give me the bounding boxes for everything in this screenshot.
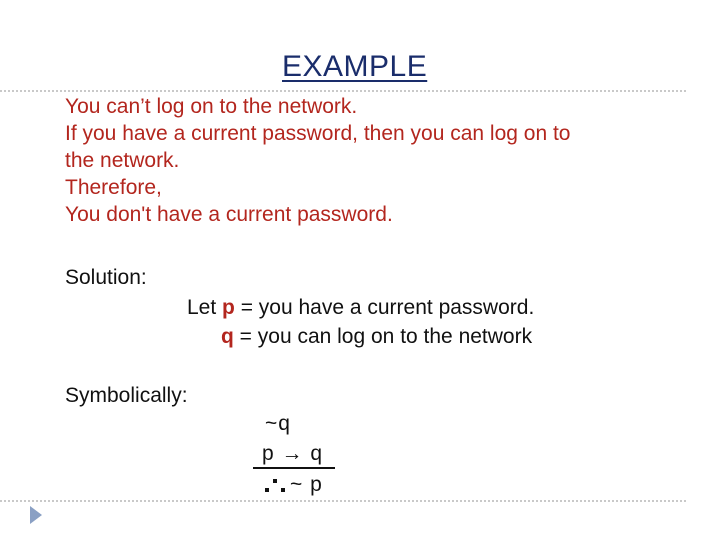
definition-let: Let [187,296,223,319]
variable-q: q [221,325,234,348]
triangle-right-icon [30,506,42,524]
argument-line: Therefore, [65,176,162,199]
conclusion-not-p: ~ p [290,473,323,496]
variable-p: p [222,296,235,319]
argument-block [65,93,665,228]
inference-line [253,467,335,469]
symbolic-label: Symbolically: [65,384,188,407]
therefore-icon [263,478,287,494]
premise-not-q: ~q [265,412,291,435]
title-divider [0,90,686,92]
solution-label: Solution: [65,266,147,289]
premise-p-implies-q: p → q [262,442,324,465]
definition-p-text: = you have a current password. [234,296,535,319]
definition-p [187,296,534,320]
footer-divider [0,500,686,502]
argument-line: the network. [65,149,180,172]
slide-title: EXAMPLE [282,50,428,83]
argument-line: You don't have a current password. [65,203,393,226]
argument-line: If you have a current password, then you can log on to [65,122,571,145]
definition-q [221,325,532,349]
argument-line: You can’t log on to the network. [65,95,358,118]
definition-q-text: = you can log on to the network [233,325,533,348]
